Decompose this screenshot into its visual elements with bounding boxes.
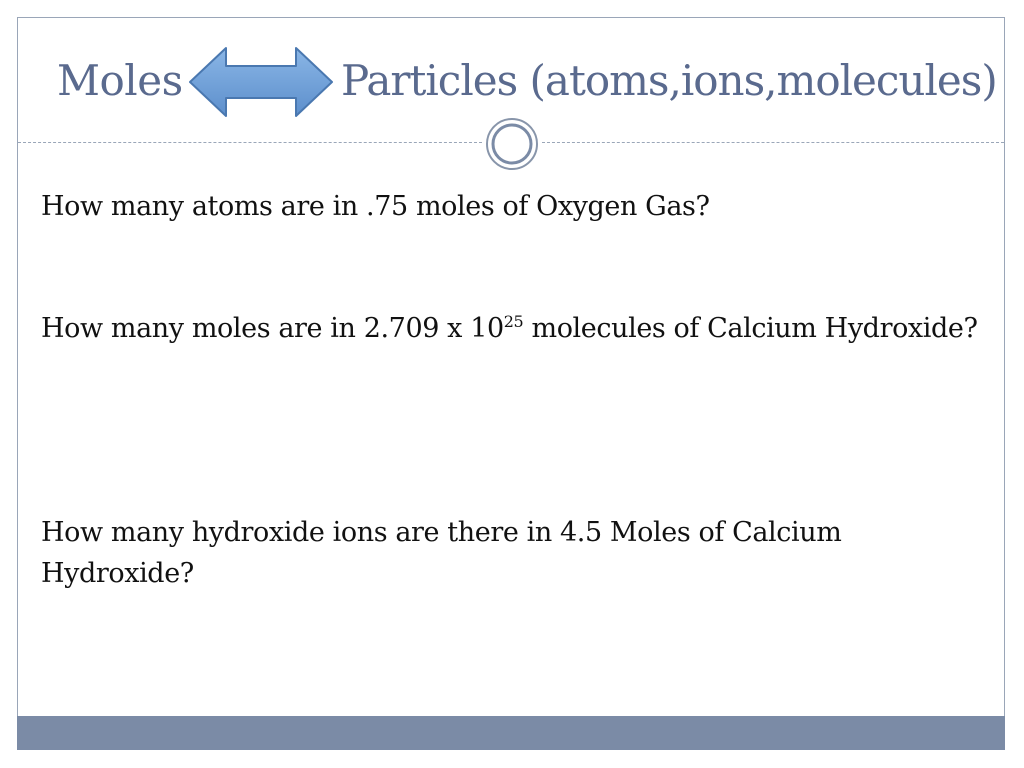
title-particles: Particles (atoms,ions,molecules) <box>341 56 997 105</box>
question-2-exponent: 25 <box>503 312 524 331</box>
title-moles: Moles <box>57 56 183 105</box>
title-divider-left <box>18 142 482 143</box>
circle-ornament-icon <box>484 116 540 172</box>
question-3: How many hydroxide ions are there in 4.5 Moles of Calcium Hydroxide? <box>41 517 842 589</box>
question-2 <box>41 308 981 349</box>
question-2-text-after: molecules of Calcium Hydroxide? <box>523 313 978 344</box>
question-2-text-before: How many moles are in 2.709 x 10 <box>41 313 504 344</box>
footer-bar <box>17 716 1005 750</box>
title-divider-right <box>542 142 1004 143</box>
double-arrow-icon <box>186 44 336 120</box>
question-1: How many atoms are in .75 moles of Oxygen Gas? <box>41 191 710 222</box>
